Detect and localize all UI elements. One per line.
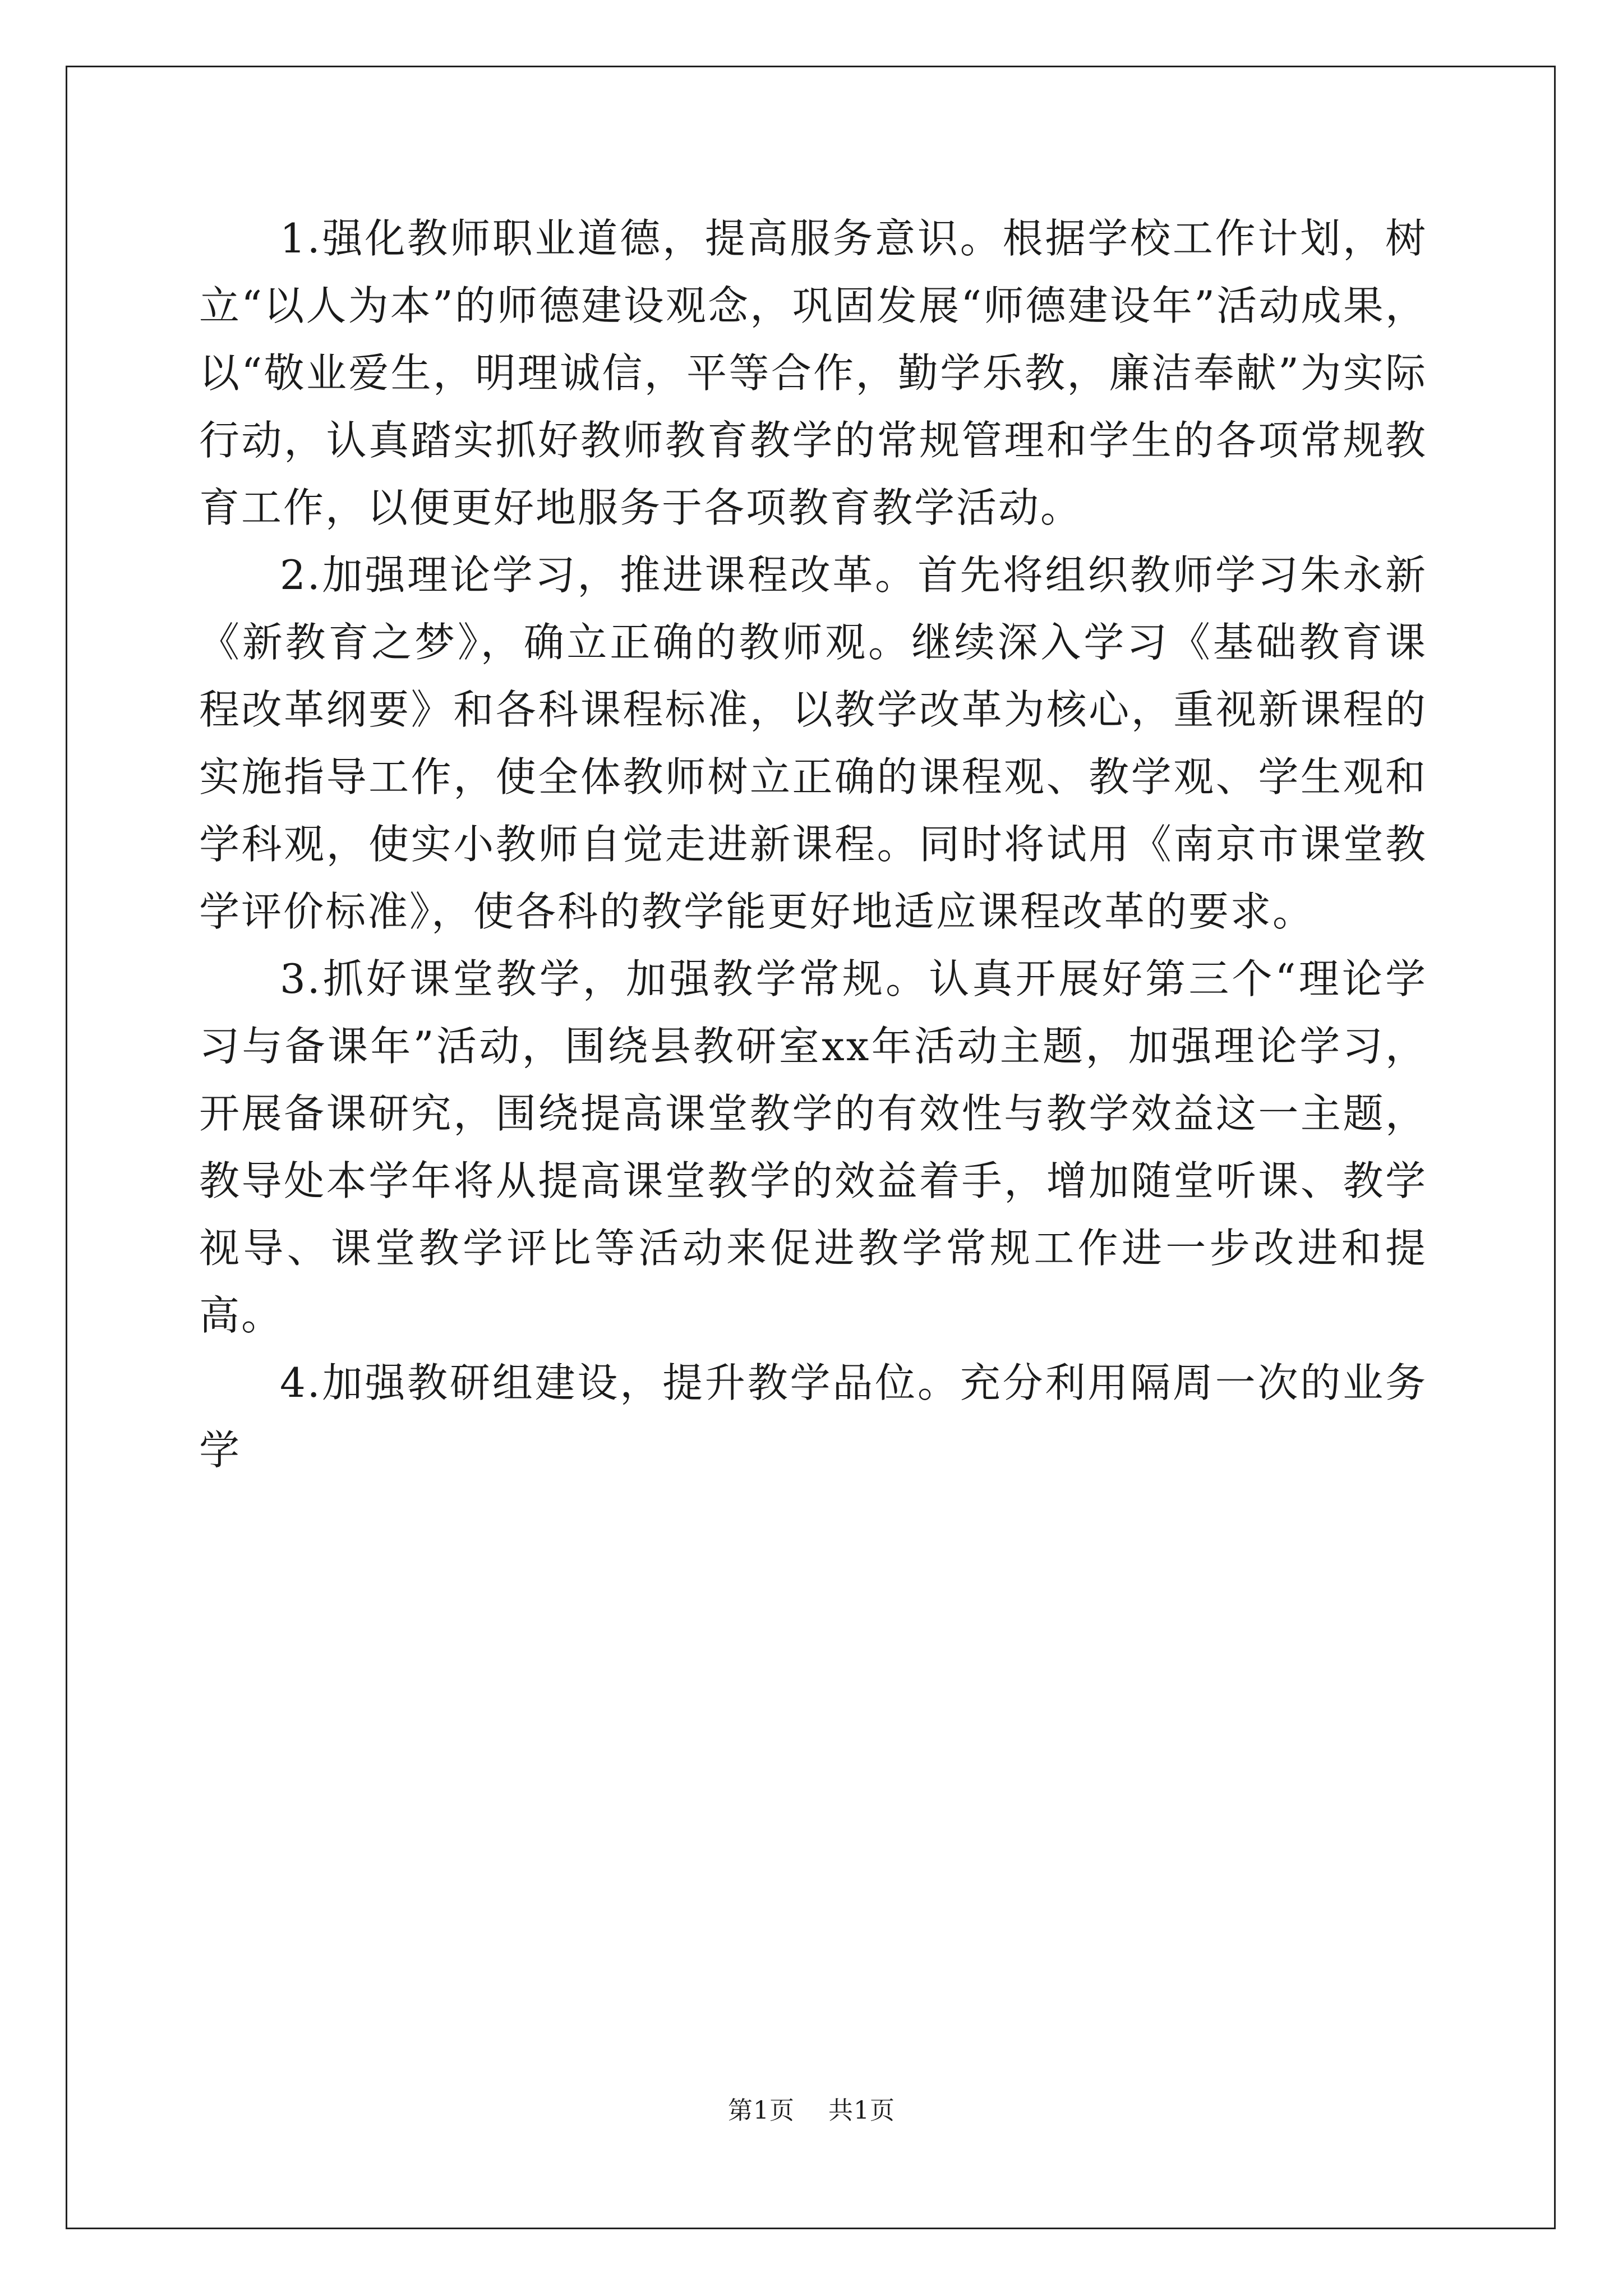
- paragraph-2: 2.加强理论学习，推进课程改革。首先将组织教师学习朱永新《新教育之梦》，确立正确的教师观。继续深入学习《基础教育课程改革纲要》和各科课程标准，以教学改革为核心，重视新课程的实施指导工作，使全体教师树立正确的课程观、教学观、学生观和学科观，使实小教师自觉走进新课程。同时将试用《南京市课堂教学评价标准》，使各科的教学能更好地适应课程改革的要求。: [199, 551, 1427, 935]
- page-footer: [0, 2094, 1623, 2128]
- document-body: [199, 205, 1427, 1484]
- page-total: 共1页: [828, 2096, 895, 2125]
- paragraph-3: 3.抓好课堂教学，加强教学常规。认真开展好第三个“理论学习与备课年”活动，围绕县教研室xx年活动主题，加强理论学习，开展备课研究，围绕提高课堂教学的有效性与教学效益这一主题，教导处本学年将从提高课堂教学的效益着手，增加随堂听课、教学视导、课堂教学评比等活动来促进教学常规工作进一步改进和提高。: [199, 955, 1427, 1339]
- page-number: 第1页: [728, 2096, 795, 2125]
- paragraph-4: 4.加强教研组建设，提升教学品位。充分利用隔周一次的业务学: [199, 1359, 1427, 1474]
- paragraph-1: 1.强化教师职业道德，提高服务意识。根据学校工作计划，树立“以人为本”的师德建设观念，巩固发展“师德建设年”活动成果，以“敬业爱生，明理诚信，平等合作，勤学乐教，廉洁奉献”为实际行动，认真踏实抓好教师教育教学的常规管理和学生的各项常规教育工作，以便更好地服务于各项教育教学活动。: [199, 215, 1427, 531]
